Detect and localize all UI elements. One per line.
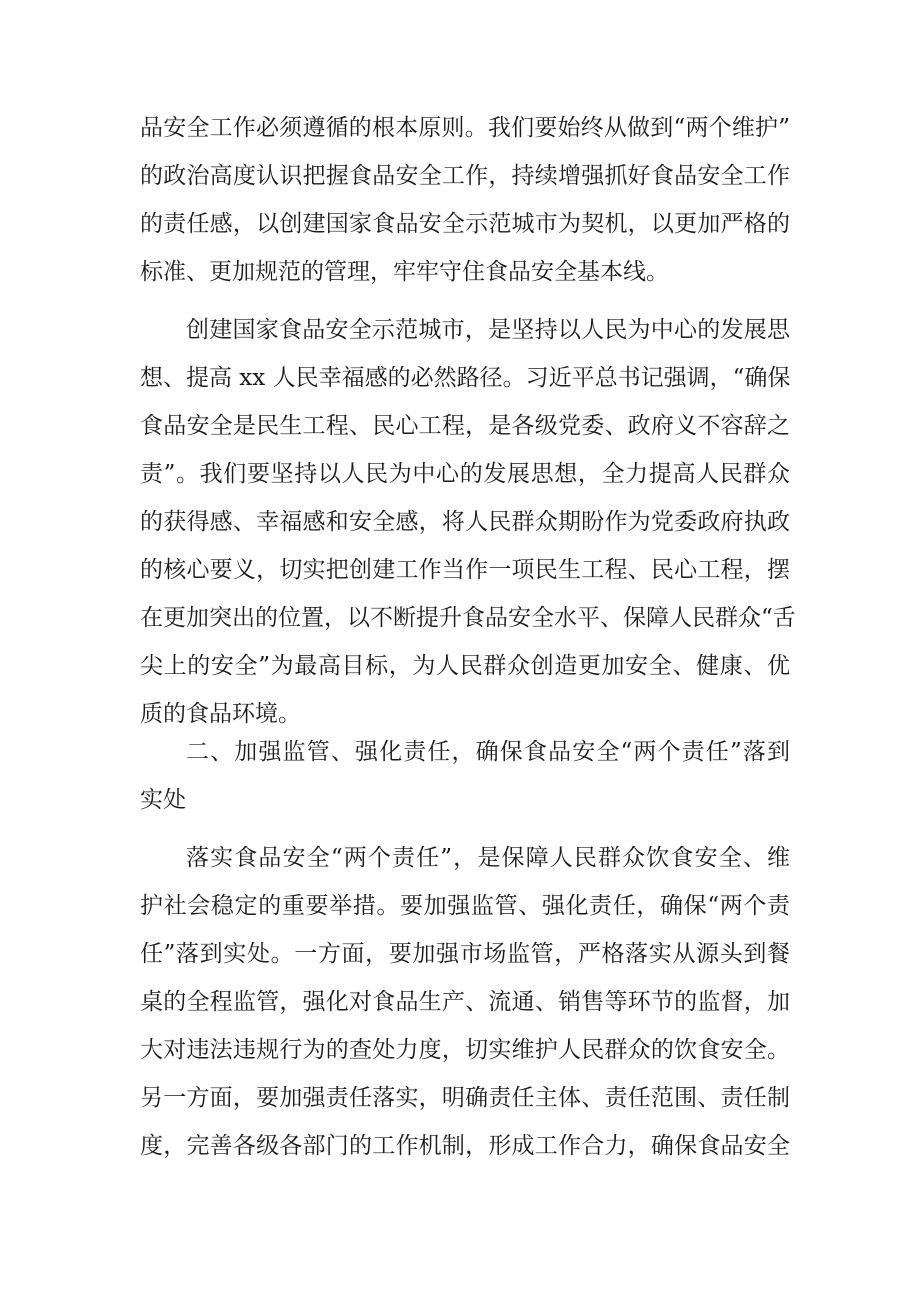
text-line: 落实食品安全“两个责任”，是保障人民群众饮食安全、维 xyxy=(186,845,790,871)
text-line: 标准、更加规范的管理，牢牢守住食品安全基本线。 xyxy=(140,259,669,285)
text-line: 大对违法违规行为的查处力度，切实维护人民群众的饮食安全。 xyxy=(140,1037,790,1063)
text-line: 桌的全程监管，强化对食品生产、流通、销售等环节的监督，加 xyxy=(140,989,790,1015)
text-line: 尖上的安全”为最高目标，为人民群众创造更加安全、健康、优 xyxy=(140,653,790,679)
text-line: 度，完善各级各部门的工作机制，形成工作合力，确保食品安全 xyxy=(140,1133,790,1159)
text-line: 二、加强监管、强化责任，确保食品安全“两个责任”落到 xyxy=(186,739,790,765)
text-line: 想、提高 xx 人民幸福感的必然路径。习近平总书记强调，“确保 xyxy=(140,365,791,391)
text-line: 护社会稳定的重要举措。要加强监管、强化责任，确保“两个责 xyxy=(140,893,790,919)
text-line: 品安全工作必须遵循的根本原则。我们要始终从做到“两个维护” xyxy=(140,115,790,141)
text-line: 的责任感，以创建国家食品安全示范城市为契机，以更加严格的 xyxy=(140,211,790,237)
text-line: 实处 xyxy=(140,787,186,813)
text-line: 食品安全是民生工程、民心工程，是各级党委、政府义不容辞之 xyxy=(140,413,790,439)
text-line: 的获得感、幸福感和安全感，将人民群众期盼作为党委政府执政 xyxy=(140,509,790,535)
text-line: 质的食品环境。 xyxy=(140,701,301,727)
text-line: 任”落到实处。一方面，要加强市场监管，严格落实从源头到餐 xyxy=(140,941,790,967)
text-line: 责”。我们要坚持以人民为中心的发展思想，全力提高人民群众 xyxy=(140,461,790,487)
text-line: 在更加突出的位置，以不断提升食品安全水平、保障人民群众“舌 xyxy=(140,605,796,631)
text-line: 的政治高度认识把握食品安全工作，持续增强抓好食品安全工作 xyxy=(140,163,790,189)
text-line: 的核心要义，切实把创建工作当作一项民生工程、民心工程，摆 xyxy=(140,557,790,583)
text-line: 创建国家食品安全示范城市，是坚持以人民为中心的发展思 xyxy=(186,317,790,343)
text-line: 另一方面，要加强责任落实，明确责任主体、责任范围、责任制 xyxy=(140,1085,790,1111)
